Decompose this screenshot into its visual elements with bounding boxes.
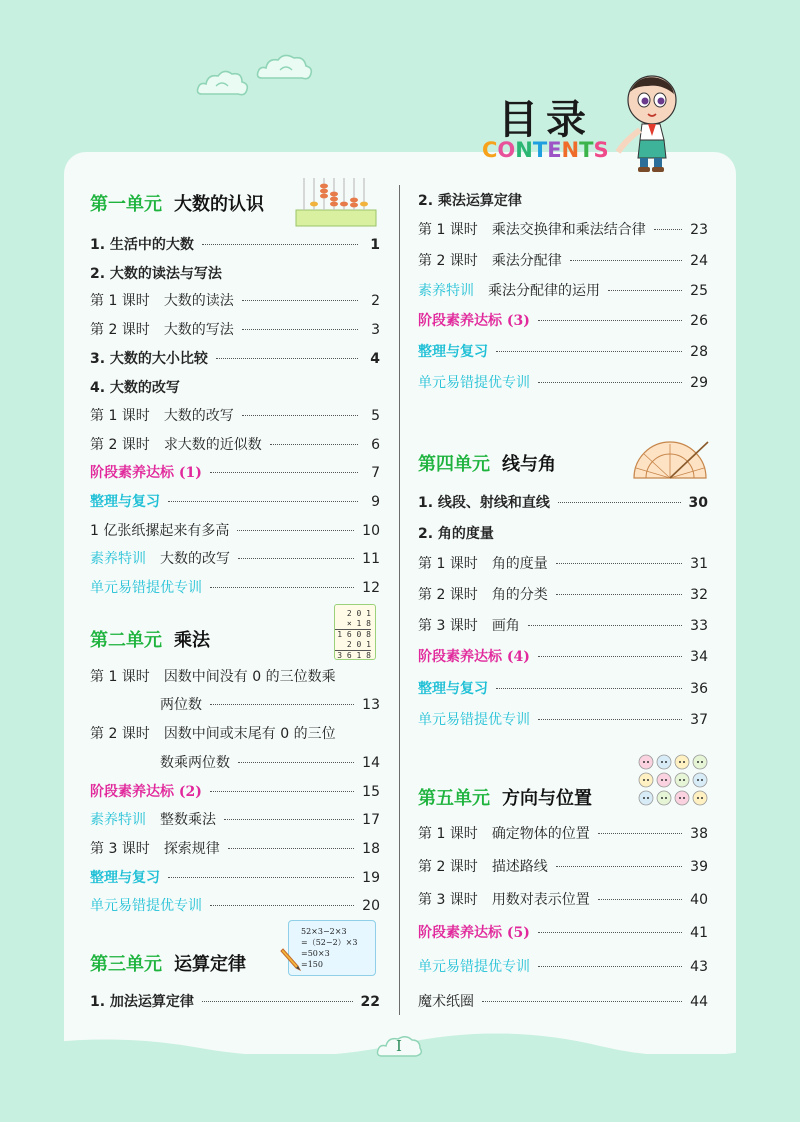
leader-dots	[598, 899, 682, 900]
lesson-label: 素养特训	[418, 283, 474, 299]
entry-page: 22	[360, 994, 380, 1010]
entry-page: 12	[362, 580, 380, 596]
entry-page: 15	[362, 784, 380, 800]
unit-name: 乘法	[174, 630, 210, 651]
toc-entry[interactable]	[418, 678, 708, 698]
entry-title: 1. 加法运算定律	[90, 994, 194, 1010]
unit-number: 第五单元	[418, 788, 490, 809]
entry-title: 魔术纸圈	[418, 994, 474, 1010]
lesson-label: 第 1 课时	[90, 669, 150, 685]
unit-number: 第四单元	[418, 454, 490, 475]
entry-page: 43	[690, 959, 708, 975]
unit-number: 第三单元	[90, 954, 162, 975]
toc-entry[interactable]	[418, 584, 708, 604]
leader-dots	[556, 563, 682, 564]
toc-entry[interactable]	[418, 889, 708, 909]
protractor-icon	[630, 440, 710, 482]
unit-heading	[90, 950, 246, 976]
lesson-label: 第 1 课时	[418, 222, 478, 238]
lesson-label: 第 3 课时	[418, 618, 478, 634]
entry-page: 29	[690, 375, 708, 391]
entry-page: 25	[690, 283, 708, 299]
bottom-wave	[0, 1010, 800, 1122]
entry-title: 阶段素养达标 (4)	[418, 649, 530, 665]
entry-title: 画角	[491, 618, 520, 634]
lesson-label: 第 1 课时	[90, 408, 150, 424]
toc-entry[interactable]	[90, 838, 380, 858]
abacus-icon	[294, 174, 378, 230]
toc-entry[interactable]	[90, 867, 380, 887]
entry-title: 乘法分配律	[491, 253, 562, 269]
entry-page: 18	[362, 841, 380, 857]
entry-page: 2	[371, 293, 380, 309]
leader-dots	[242, 415, 358, 416]
entry-title: 单元易错提优专训	[418, 712, 530, 728]
entry-title: 阶段素养达标 (3)	[418, 313, 530, 329]
entry-page: 11	[362, 551, 380, 567]
entry-page: 23	[690, 222, 708, 238]
entry-title: 因数中间或末尾有 0 的三位	[163, 726, 336, 742]
entry-page: 24	[690, 253, 708, 269]
subtitle-letter: C	[482, 138, 498, 162]
entry-page: 7	[371, 465, 380, 481]
lesson-label: 第 3 课时	[90, 841, 150, 857]
subtitle-letter: N	[515, 138, 533, 162]
toc-entry[interactable]	[90, 666, 380, 686]
toc-entry[interactable]	[90, 434, 380, 454]
entry-title: 4. 大数的改写	[90, 380, 180, 396]
entry-page: 3	[371, 322, 380, 338]
page-title: 目录	[498, 97, 594, 143]
toc-entry[interactable]	[418, 991, 708, 1011]
entry-title: 大数的读法	[163, 293, 234, 309]
unit-name: 方向与位置	[502, 788, 592, 809]
entry-page: 30	[688, 495, 708, 511]
toc-entry-continued[interactable]	[160, 694, 380, 714]
toc-entry[interactable]	[90, 991, 380, 1011]
entry-title: 1. 生活中的大数	[90, 237, 194, 253]
toc-entry[interactable]	[90, 491, 380, 511]
calc-line: × 1 8	[335, 619, 371, 630]
entry-page: 32	[690, 587, 708, 603]
entry-page: 17	[362, 812, 380, 828]
toc-entry[interactable]	[90, 577, 380, 597]
entry-title: 角的分类	[491, 587, 548, 603]
leader-dots	[210, 704, 354, 705]
entry-title: 乘法交换律和乘法结合律	[491, 222, 646, 238]
leader-dots	[538, 932, 682, 933]
entry-title: 2. 大数的读法与写法	[90, 266, 222, 282]
unit-heading	[90, 190, 264, 216]
toc-entry[interactable]	[90, 319, 380, 339]
toc-entry[interactable]	[418, 492, 708, 512]
entry-page: 13	[362, 697, 380, 713]
leader-dots	[556, 594, 682, 595]
lesson-label: 素养特训	[90, 551, 146, 567]
entry-title: 求大数的近似数	[163, 437, 262, 453]
entry-page: 4	[370, 351, 380, 367]
entry-page: 44	[690, 994, 708, 1010]
toc-entry[interactable]	[418, 956, 708, 976]
toc-entry[interactable]	[90, 290, 380, 310]
leader-dots	[242, 300, 358, 301]
column-divider	[399, 185, 400, 1015]
leader-dots	[216, 358, 358, 359]
lesson-label: 第 3 课时	[418, 892, 478, 908]
entry-page: 41	[690, 925, 708, 941]
equation-line: =（52−2）×3	[301, 938, 358, 947]
toc-entry[interactable]	[90, 348, 380, 368]
leader-dots	[538, 382, 682, 383]
toc-entry[interactable]	[418, 709, 708, 729]
lesson-label: 素养特训	[90, 812, 146, 828]
entry-page: 36	[690, 681, 708, 697]
toc-entry[interactable]	[418, 646, 708, 666]
entry-title: 乘法分配律的运用	[488, 283, 600, 299]
entry-title: 单元易错提优专训	[90, 898, 202, 914]
leader-dots	[210, 905, 354, 906]
entry-title: 1. 线段、射线和直线	[418, 495, 550, 511]
leader-dots	[237, 530, 354, 531]
toc-entry[interactable]	[90, 548, 380, 568]
calc-line: 2 0 1	[346, 609, 371, 618]
entry-page: 38	[690, 826, 708, 842]
leader-dots	[538, 320, 682, 321]
entry-title: 大数的改写	[163, 408, 234, 424]
cloud-icon	[256, 50, 316, 84]
lesson-label: 第 2 课时	[418, 253, 478, 269]
entry-title-continued: 数乘两位数	[160, 755, 230, 771]
toc-entry[interactable]	[418, 615, 708, 635]
entry-page: 19	[362, 870, 380, 886]
toc-section[interactable]	[418, 190, 708, 210]
leader-dots	[538, 966, 682, 967]
toc-entry[interactable]	[90, 723, 380, 743]
unit-heading	[418, 784, 592, 810]
toc-entry[interactable]	[90, 895, 380, 915]
entry-title: 确定物体的位置	[491, 826, 590, 842]
lesson-label: 第 1 课时	[90, 293, 150, 309]
unit-heading	[90, 626, 210, 652]
toc-entry[interactable]	[418, 856, 708, 876]
leader-dots	[210, 587, 354, 588]
unit-name: 运算定律	[174, 954, 246, 975]
entry-page: 37	[690, 712, 708, 728]
leader-dots	[556, 866, 682, 867]
leader-dots	[538, 656, 682, 657]
unit-number: 第二单元	[90, 630, 162, 651]
calc-line: 3 6 1 8	[337, 651, 371, 660]
leader-dots	[270, 444, 358, 445]
entry-title: 角的度量	[491, 556, 548, 572]
subtitle-letter: E	[547, 138, 562, 162]
entry-title: 单元易错提优专训	[418, 375, 530, 391]
pencil-icon	[280, 946, 302, 972]
entry-title: 探索规律	[163, 841, 220, 857]
leader-dots	[224, 819, 354, 820]
lesson-label: 第 2 课时	[418, 859, 478, 875]
entry-title: 2. 角的度量	[418, 526, 494, 542]
toc-entry[interactable]	[418, 553, 708, 573]
entry-title: 因数中间没有 0 的三位数乘	[163, 669, 336, 685]
leader-dots	[654, 229, 682, 230]
entry-page: 20	[362, 898, 380, 914]
leader-dots	[238, 762, 354, 763]
entry-page: 26	[690, 313, 708, 329]
equation-line: =50×3	[301, 949, 330, 958]
entry-page: 33	[690, 618, 708, 634]
toc-section[interactable]	[90, 377, 380, 397]
entry-page: 34	[690, 649, 708, 665]
toc-entry[interactable]	[418, 341, 708, 361]
entry-page: 9	[371, 494, 380, 510]
entry-title: 大数的改写	[160, 551, 230, 567]
lesson-label: 第 1 课时	[418, 826, 478, 842]
equation-line: =150	[301, 960, 323, 969]
toc-entry-continued[interactable]	[160, 752, 380, 772]
entry-page: 31	[690, 556, 708, 572]
entry-title-continued: 两位数	[160, 697, 202, 713]
entry-title: 阶段素养达标 (1)	[90, 465, 202, 481]
entry-page: 10	[362, 523, 380, 539]
leader-dots	[202, 1001, 353, 1002]
entry-page: 1	[370, 237, 380, 253]
leader-dots	[210, 472, 358, 473]
entry-title: 整理与复习	[418, 681, 488, 697]
animal-stickers-icon	[634, 752, 710, 808]
toc-entry[interactable]	[90, 234, 380, 254]
toc-section[interactable]	[418, 523, 708, 543]
leader-dots	[496, 688, 682, 689]
subtitle-letter: S	[593, 138, 609, 162]
toc-entry[interactable]	[418, 250, 708, 270]
mascot-child-icon	[612, 74, 684, 172]
equation-line: 52×3−2×3	[301, 927, 347, 936]
entry-title: 2. 乘法运算定律	[418, 193, 522, 209]
toc-entry[interactable]	[90, 520, 380, 540]
entry-title: 阶段素养达标 (5)	[418, 925, 530, 941]
entry-page: 40	[690, 892, 708, 908]
toc-entry[interactable]	[418, 310, 708, 330]
toc-entry[interactable]	[90, 809, 380, 829]
unit-name: 大数的认识	[174, 194, 264, 215]
toc-entry[interactable]	[418, 922, 708, 942]
toc-entry[interactable]	[418, 372, 708, 392]
entry-title: 大数的写法	[163, 322, 234, 338]
toc-entry[interactable]	[90, 781, 380, 801]
entry-title: 单元易错提优专训	[418, 959, 530, 975]
entry-page: 28	[690, 344, 708, 360]
unit-name: 线与角	[502, 454, 556, 475]
entry-page: 39	[690, 859, 708, 875]
leader-dots	[528, 625, 682, 626]
calc-line: 2 0 1	[335, 640, 371, 651]
entry-page: 6	[371, 437, 380, 453]
cloud-icon	[196, 66, 250, 100]
leader-dots	[242, 329, 358, 330]
multiplication-worksheet	[334, 604, 376, 660]
entry-title: 整数乘法	[160, 812, 216, 828]
toc-entry[interactable]	[418, 823, 708, 843]
leader-dots	[210, 791, 354, 792]
unit-heading	[418, 450, 556, 476]
entry-title: 用数对表示位置	[491, 892, 590, 908]
subtitle-letter: O	[497, 138, 516, 162]
entry-title: 整理与复习	[90, 494, 160, 510]
entry-title: 阶段素养达标 (2)	[90, 784, 202, 800]
subtitle-letter: N	[561, 138, 580, 162]
subtitle-letter: T	[579, 138, 594, 162]
leader-dots	[496, 351, 682, 352]
leader-dots	[538, 719, 682, 720]
entry-title: 1 亿张纸摞起来有多高	[90, 523, 230, 539]
lesson-label: 第 2 课时	[418, 587, 478, 603]
leader-dots	[570, 260, 682, 261]
leader-dots	[228, 848, 354, 849]
leader-dots	[202, 244, 358, 245]
lesson-label: 第 2 课时	[90, 322, 150, 338]
subtitle-letter: T	[532, 138, 548, 162]
entry-page: 14	[362, 755, 380, 771]
leader-dots	[238, 558, 354, 559]
leader-dots	[558, 502, 681, 503]
page-number-badge	[376, 1034, 422, 1060]
page-number: I	[396, 1037, 402, 1055]
unit-number: 第一单元	[90, 194, 162, 215]
toc-entry[interactable]	[418, 219, 708, 239]
entry-title: 单元易错提优专训	[90, 580, 202, 596]
entry-title: 3. 大数的大小比较	[90, 351, 208, 367]
leader-dots	[168, 501, 358, 502]
toc-entry[interactable]	[90, 405, 380, 425]
lesson-label: 第 2 课时	[90, 437, 150, 453]
toc-entry[interactable]	[90, 462, 380, 482]
entry-page: 5	[371, 408, 380, 424]
leader-dots	[598, 833, 682, 834]
entry-title: 描述路线	[491, 859, 548, 875]
entry-title: 整理与复习	[418, 344, 488, 360]
leader-dots	[482, 1001, 682, 1002]
lesson-label: 第 2 课时	[90, 726, 150, 742]
calc-line: 1 6 0 8	[337, 630, 371, 639]
entry-title: 整理与复习	[90, 870, 160, 886]
leader-dots	[608, 290, 682, 291]
lesson-label: 第 1 课时	[418, 556, 478, 572]
leader-dots	[168, 877, 354, 878]
toc-entry[interactable]	[418, 280, 708, 300]
toc-section[interactable]	[90, 263, 380, 283]
contents-subtitle	[482, 138, 609, 162]
